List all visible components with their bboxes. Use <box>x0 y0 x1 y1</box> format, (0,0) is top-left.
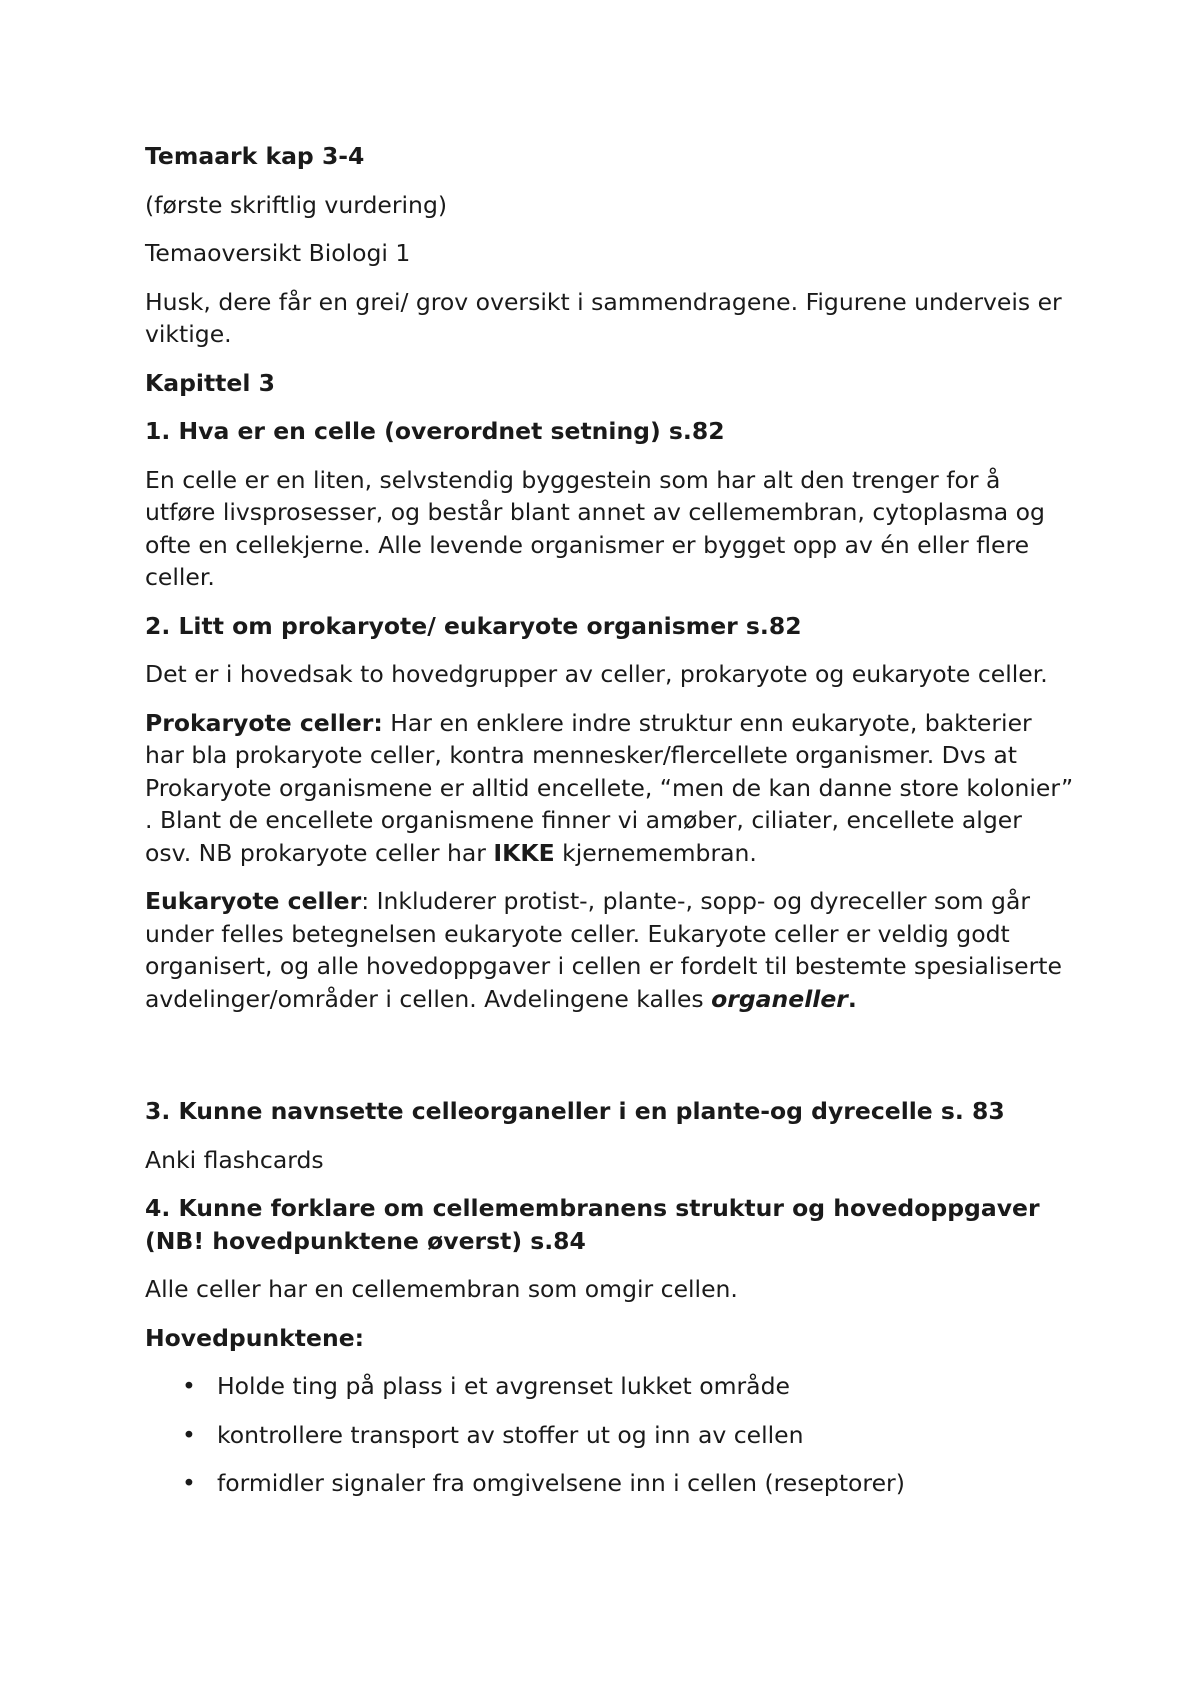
main-points-list <box>145 1370 1075 1500</box>
eukaryote-end: . <box>847 984 857 1013</box>
bullet-icon: • <box>182 1469 196 1497</box>
blank-gap <box>145 1031 1075 1095</box>
eukaryote-emphasis: organeller <box>711 984 848 1013</box>
section-1-body: En celle er en liten, selvstendig byggestein som har alt den trenger for å utføre livsprosesser, og består blant annet av cellemembran, cytoplasma og ofte en cellekjerne. Alle levende organismer er bygget opp av én eller flere celler. <box>145 465 1045 591</box>
eukaryote-label: Eukaryote celler <box>145 887 362 915</box>
overview-line: Temaoversikt Biologi 1 <box>145 239 411 267</box>
section-2-intro: Det er i hovedsak to hovedgrupper av celler, prokaryote og eukaryote celler. <box>145 660 1048 688</box>
section-1-heading: 1. Hva er en celle (overordnet setning) s.82 <box>145 417 725 445</box>
main-points-label: Hovedpunktene: <box>145 1323 365 1352</box>
list-item-text: Holde ting på plass i et avgrenset lukket område <box>217 1372 790 1400</box>
document-page <box>145 140 1075 1516</box>
section-2-heading: 2. Litt om prokaryote/ eukaryote organismer s.82 <box>145 611 802 640</box>
list-item-text: kontrollere transport av stoffer ut og inn av cellen <box>217 1420 804 1449</box>
bullet-icon: • <box>182 1420 196 1449</box>
list-item <box>145 1370 1075 1403</box>
document-subtitle: (første skriftlig vurdering) <box>145 190 448 219</box>
section-4-body: Alle celler har en cellemembran som omgir cellen. <box>145 1275 738 1303</box>
chapter-heading: Kapittel 3 <box>145 368 275 397</box>
bullet-icon: • <box>182 1372 196 1400</box>
document-title: Temaark kap 3-4 <box>145 142 365 170</box>
eukaryote-paragraph <box>145 885 1075 1015</box>
section-4-heading: 4. Kunne forklare om cellemembranens struktur og hovedoppgaver (NB! hovedpunktene øverst) s.84 <box>145 1194 1040 1255</box>
section-3-body: Anki flashcards <box>145 1145 324 1174</box>
eukaryote-text: : Inkluderer protist-, plante-, sopp- og dyreceller som går under felles betegnelsen eukaryote celler. Eukaryote celler er veldig godt organisert, og alle hovedoppgaver i cellen er fordelt til bestemte spesialiserte avdelinger/områder i cellen. Avdelingene kalles <box>145 887 1062 1013</box>
prokaryote-text: Har en enklere indre struktur enn eukaryote, bakterier har bla prokaryote celler, kontra mennesker/flercellete organismer. Dvs at Prokaryote organismene er alltid encellete, “men de kan danne store kolonier” . Blant de encellete organismene finner vi amøber, ciliater, encellete alger osv. NB prokaryote celler har <box>145 708 1074 867</box>
note-paragraph: Husk, dere får en grei/ grov oversikt i sammendragene. Figurene underveis er viktige. <box>145 287 1062 348</box>
list-item <box>145 1419 1075 1452</box>
section-3-heading: 3. Kunne navnsette celleorganeller i en plante-og dyrecelle s. 83 <box>145 1097 1005 1125</box>
prokaryote-end: kjernemembran. <box>554 838 757 867</box>
prokaryote-label: Prokaryote celler: <box>145 708 383 737</box>
prokaryote-emphasis: IKKE <box>493 838 555 867</box>
list-item <box>145 1467 1075 1500</box>
prokaryote-paragraph <box>145 707 1075 870</box>
list-item-text: formidler signaler fra omgivelsene inn i cellen (reseptorer) <box>217 1469 905 1497</box>
